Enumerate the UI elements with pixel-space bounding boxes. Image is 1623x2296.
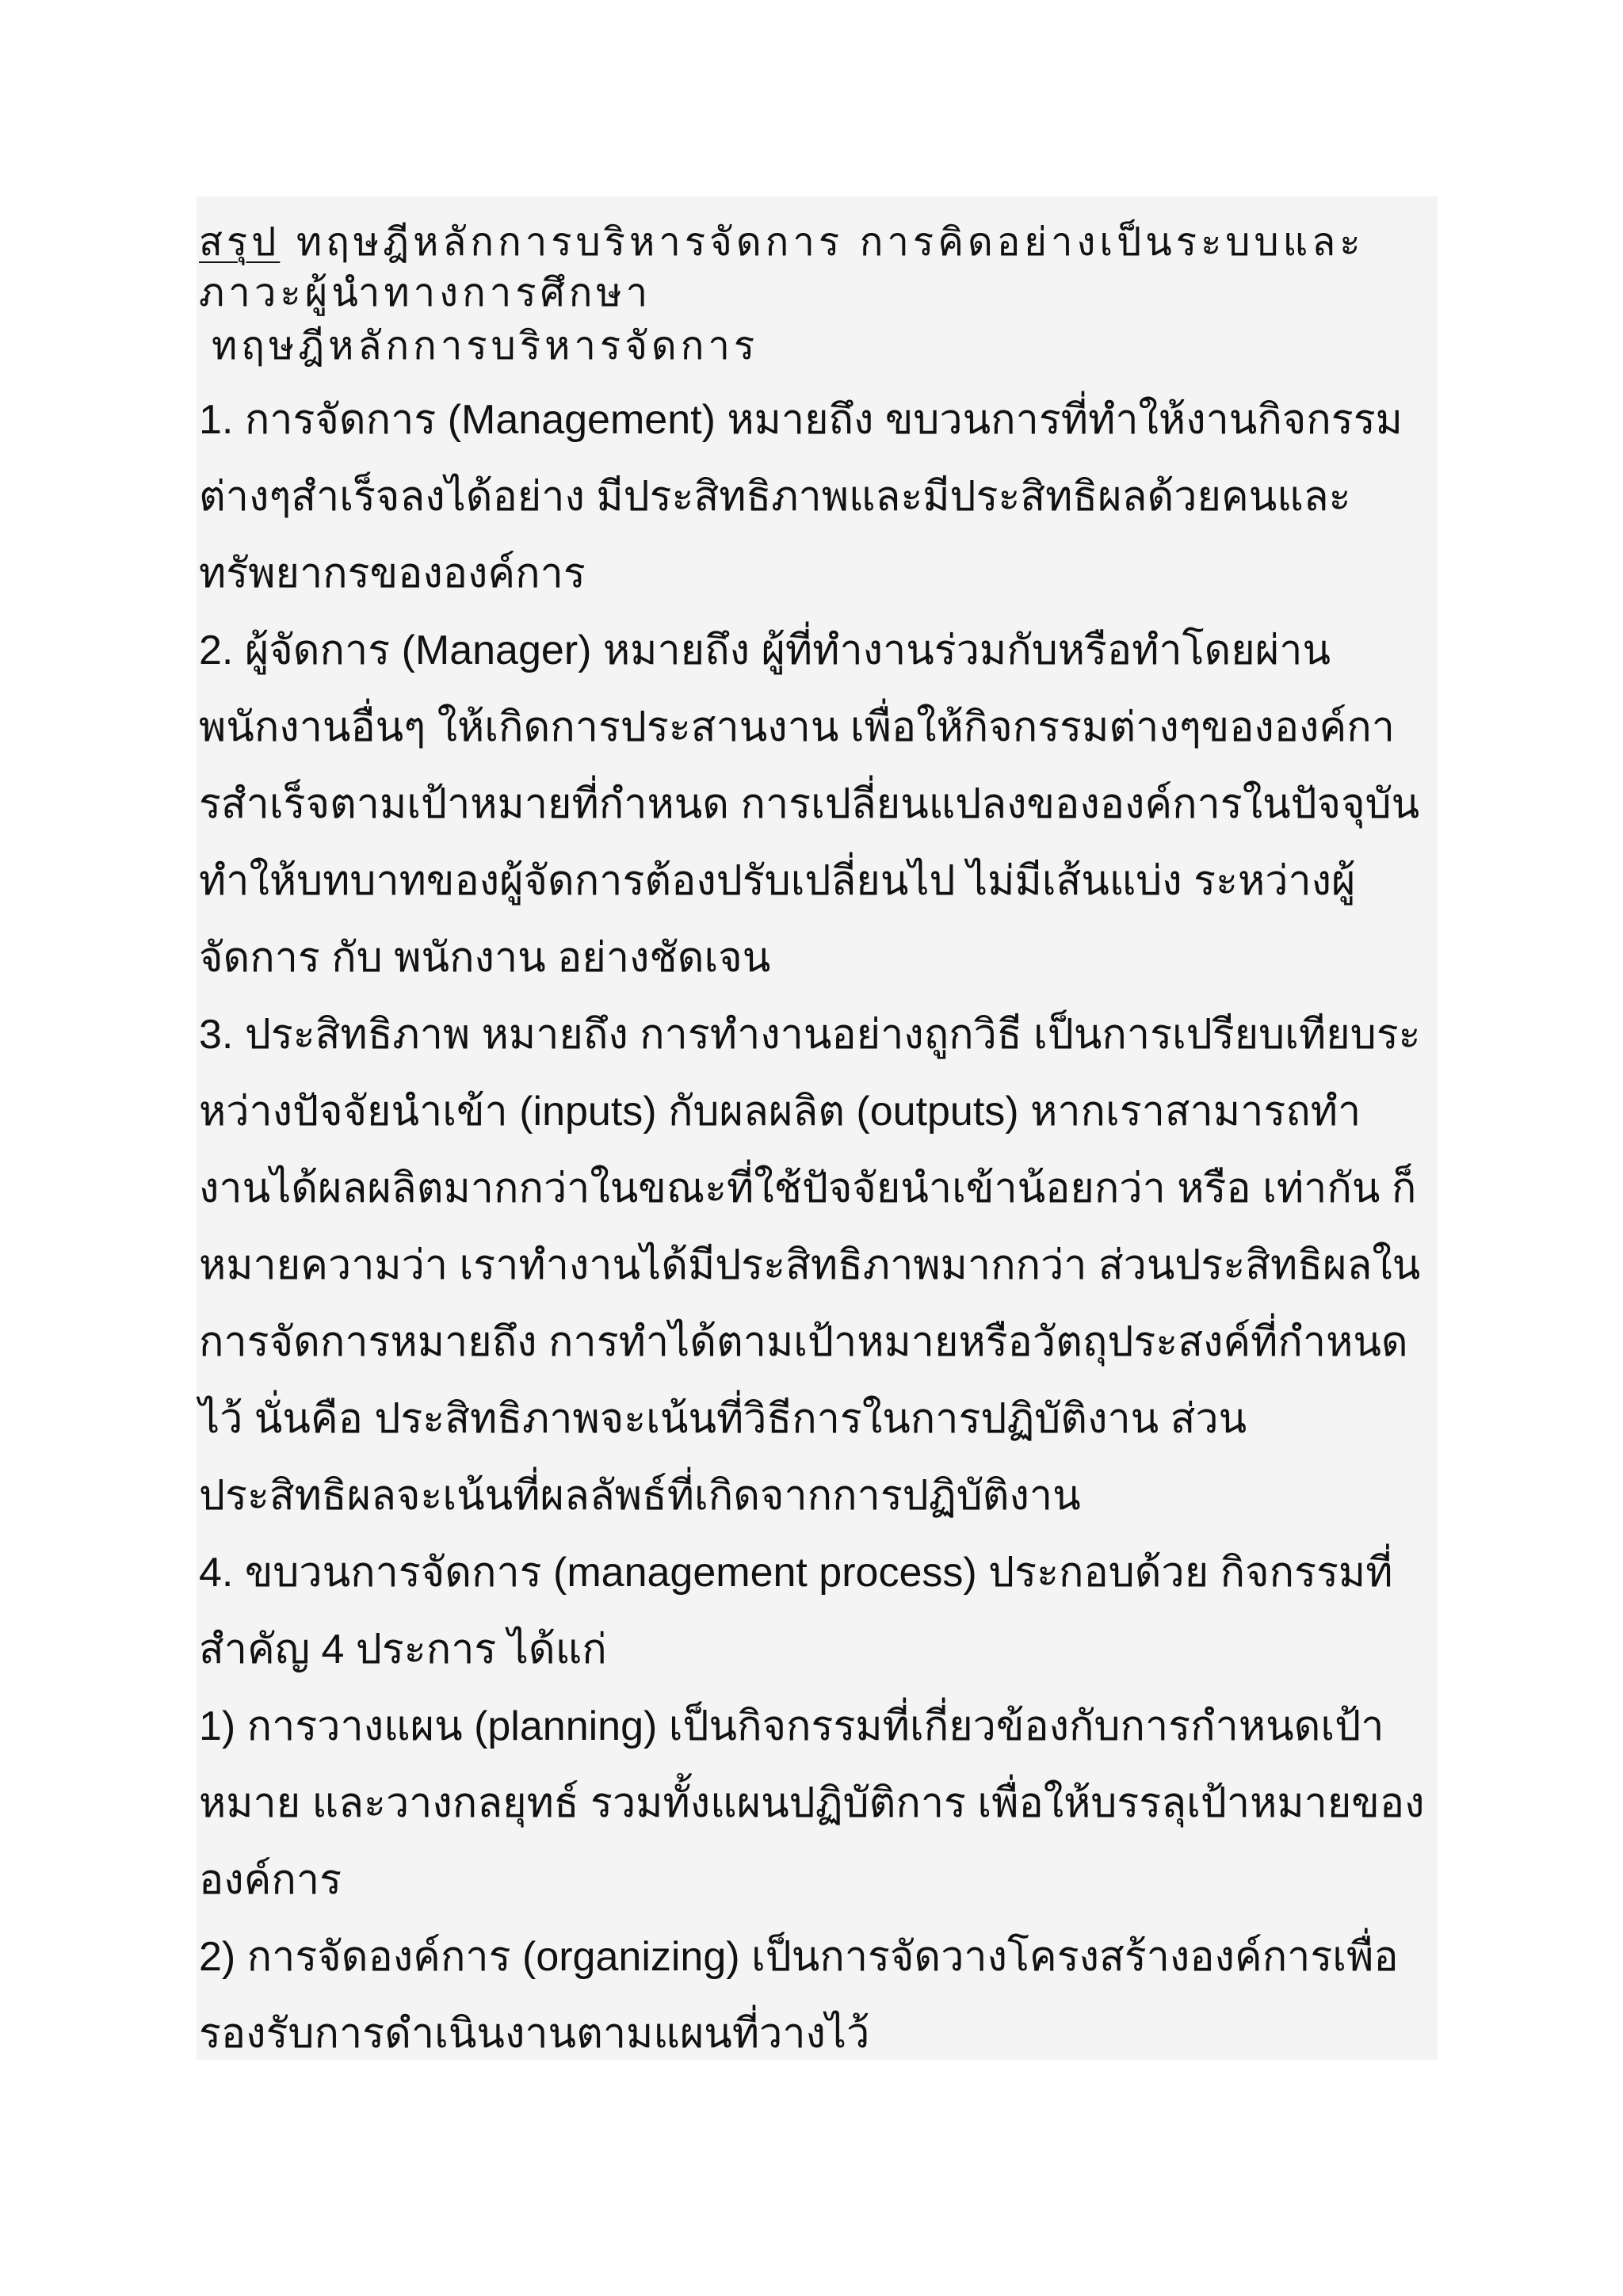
text-line: สำคัญ 4 ประการ ได้แก่ xyxy=(199,1627,607,1672)
text-line: 1. การจัดการ (Management) หมายถึง ขบวนการที่ทำให้งานกิจกรรม xyxy=(199,397,1403,443)
summary-label: สรุป xyxy=(199,219,281,265)
title-text: ทฤษฎีหลักการบริหารจัดการ การคิดอย่างเป็นระบบและ xyxy=(280,219,1365,265)
text-line: การจัดการหมายถึง การทำได้ตามเป้าหมายหรือวัตถุประสงค์ที่กำหนด xyxy=(199,1319,1408,1365)
text-line: ทรัพยากรขององค์การ xyxy=(199,551,586,597)
text-line: จัดการ กับ พนักงาน อย่างชัดเจน xyxy=(199,935,771,981)
text-line: พนักงานอื่นๆ ให้เกิดการประสานงาน เพื่อให้กิจกรรมต่างๆขององค์กา xyxy=(199,704,1395,750)
text-line: 2. ผู้จัดการ (Manager) หมายถึง ผู้ที่ทำงานร่วมกับหรือทำโดยผ่าน xyxy=(199,627,1331,673)
document-title-line-1 xyxy=(199,217,1433,268)
text-line: หมาย และวางกลยุทธ์ รวมทั้งแผนปฏิบัติการ เพื่อให้บรรลุเป้าหมายของ xyxy=(199,1780,1425,1826)
text-line: 4. ขบวนการจัดการ (management process) ประกอบด้วย กิจกรรมที่ xyxy=(199,1550,1393,1596)
document-title-line-2: ภาวะผู้นำทางการศึกษา xyxy=(199,270,652,315)
text-line: รองรับการดำเนินงานตามแผนที่วางไว้ xyxy=(199,2011,870,2057)
text-line: 1) การวางแผน (planning) เป็นกิจกรรมที่เกี่ยวข้องกับการกำหนดเป้า xyxy=(199,1703,1384,1749)
text-line: ต่างๆสำเร็จลงได้อย่าง มีประสิทธิภาพและมีประสิทธิผลด้วยคนและ xyxy=(199,474,1351,520)
document-page xyxy=(197,196,1438,2060)
text-line: องค์การ xyxy=(199,1857,342,1903)
text-line: หว่างปัจจัยนำเข้า (inputs) กับผลผลิต (outputs) หากเราสามารถทำ xyxy=(199,1089,1361,1135)
text-line: ทำให้บทบาทของผู้จัดการต้องปรับเปลี่ยนไป ไม่มีเส้นแบ่ง ระหว่างผู้ xyxy=(199,858,1356,904)
text-line: ประสิทธิผลจะเน้นที่ผลลัพธ์ที่เกิดจากการปฏิบัติงาน xyxy=(199,1473,1081,1519)
text-line: หมายความว่า เราทำงานได้มีประสิทธิภาพมากกว่า ส่วนประสิทธิผลใน xyxy=(199,1242,1421,1288)
text-line: 2) การจัดองค์การ (organizing) เป็นการจัดวางโครงสร้างองค์การเพื่อ xyxy=(199,1934,1399,1980)
text-line: งานได้ผลผลิตมากกว่าในขณะที่ใช้ปัจจัยนำเข้าน้อยกว่า หรือ เท่ากัน ก็ xyxy=(199,1165,1417,1211)
section-heading: ทฤษฎีหลักการบริหารจัดการ xyxy=(212,323,759,368)
text-line: ไว้ นั่นคือ ประสิทธิภาพจะเน้นที่วิธีการในการปฏิบัติงาน ส่วน xyxy=(199,1396,1247,1442)
text-line: รสำเร็จตามเป้าหมายที่กำหนด การเปลี่ยนแปลงขององค์การในปัจจุบัน xyxy=(199,781,1420,827)
text-line: 3. ประสิทธิภาพ หมายถึง การทำงานอย่างถูกวิธี เป็นการเปรียบเทียบระ xyxy=(199,1012,1421,1058)
